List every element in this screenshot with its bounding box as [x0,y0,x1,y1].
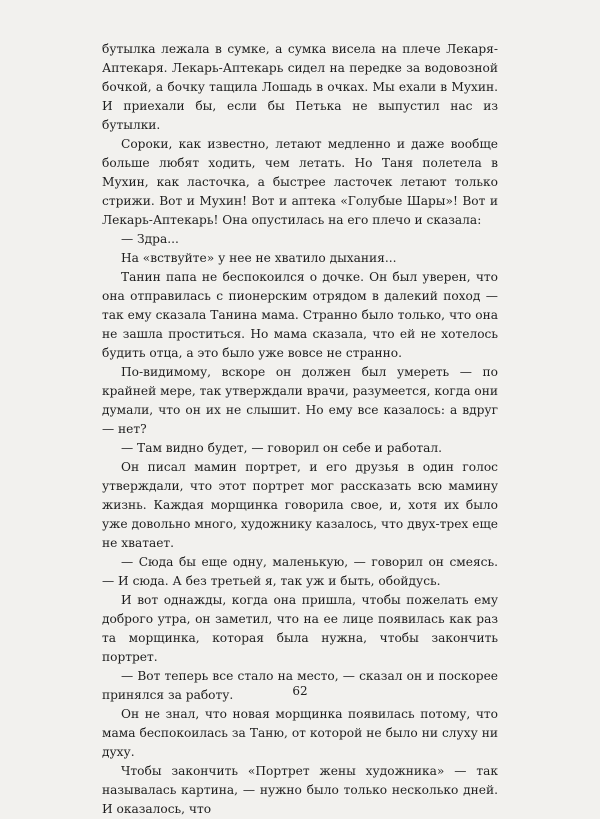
text-block-top [102,40,498,268]
paragraph: Он не знал, что новая морщинка появилась потому, что мама беспокоилась за Таню, от которой не было ни слуху ни духу. [102,707,498,759]
paragraph: Танин папа не беспокоился о дочке. Он был уверен, что она отправилась с пионерским отрядом в далекий поход — так ему сказала Танина мама. Странно было только, что она не зашла проститься. Но мама сказала, что ей не хотелось будить отца, а это было уже вовсе не странно. [102,270,498,360]
paragraph: бутылка лежала в сумке, а сумка висела на плече Лекаря-Аптекаря. Лекарь-Аптекарь сидел на передке за водовозной бочкой, а бочку тащила Лошадь в очках. Мы ехали в Мухин. И приехали бы, если бы Петька не выпустил нас из бутылки. [102,42,498,132]
paragraph: И вот однажды, когда она пришла, чтобы пожелать ему доброго утра, он заметил, что на ее лице появилась как раз та морщинка, которая была нужна, чтобы закончить портрет. [102,593,498,664]
text-block-bottom [102,268,498,819]
paragraph: Чтобы закончить «Портрет жены художника» — так называлась картина, — нужно было только несколько дней. И оказалось, что [102,764,498,816]
paragraph: — Сюда бы еще одну, маленькую, — говорил он смеясь. — И сюда. А без третьей я, так уж и быть, обойдусь. [102,555,498,588]
paragraph: — Вот теперь все стало на место, — сказал он и поскорее принялся за работу. [102,669,498,702]
paragraph: — Там видно будет, — говорил он себе и работал. [121,441,443,455]
paragraph: По-видимому, вскоре он должен был умереть — по крайней мере, так утверждали врачи, разумеется, когда они думали, что он их не слышит. Но ему все казалось: а вдруг — нет? [102,365,498,436]
page-number: 62 [292,684,308,698]
paragraph: Он писал мамин портрет, и его друзья в один голос утверждали, что этот портрет мог рассказать всю мамину жизнь. Каждая морщинка говорила свое, и, хотя их было уже довольно много, художнику казалось, что двух-трех еще не хватает. [102,460,498,550]
paragraph: — Здра... [121,232,179,246]
paragraph: Сороки, как известно, летают медленно и даже вообще больше любят ходить, чем летать. Но Таня полетела в Мухин, как ласточка, а быстрее ласточек летают только стрижи. Вот и Мухин! Вот и аптека «Голубые Шары»! Вот и Лекарь-Аптекарь! Она опустилась на его плечо и сказала: [102,137,498,227]
paragraph: На «вствуйте» у нее не хватило дыхания... [121,251,397,265]
